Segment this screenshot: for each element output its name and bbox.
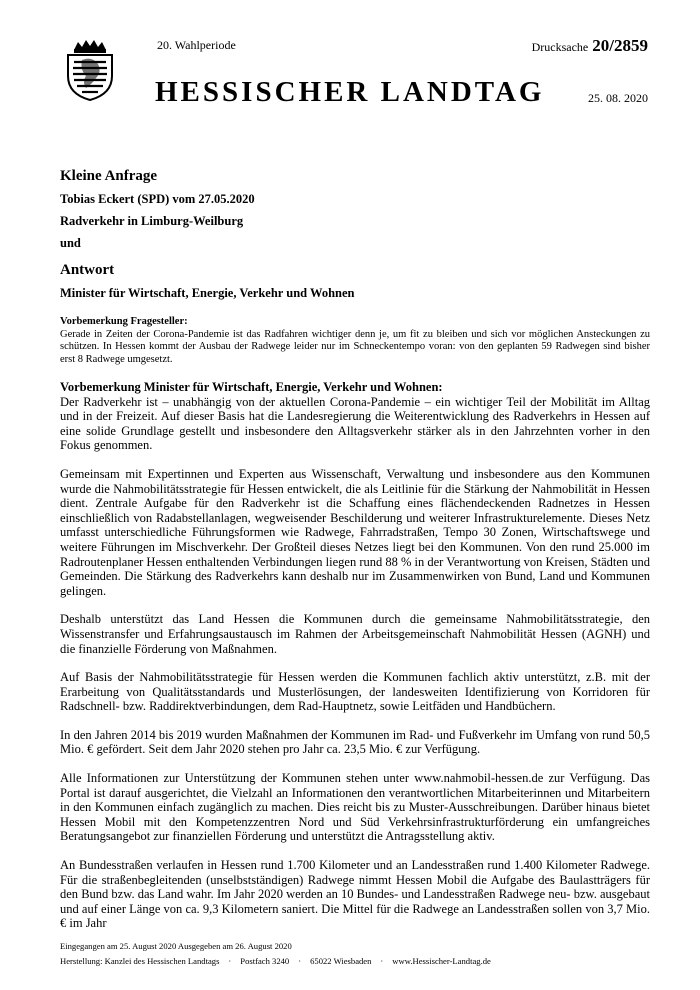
footer [60,939,650,969]
footer-separator: · [228,956,232,966]
antwort-heading: Antwort [60,262,115,278]
footer-ort: 65022 Wiesbaden [310,956,372,966]
hessen-lion-coat-of-arms-icon [62,38,118,102]
footer-postfach: Postfach 3240 [240,956,290,966]
footer-eingang: Eingegangen am 25. August 2020 Ausgegeben am 26. August 2020 [60,941,292,951]
subject-line: Radverkehr in Limburg-Weilburg [60,214,244,228]
drucksache [532,36,648,56]
drucksache-label: Drucksache [531,40,589,54]
drucksache-number: 20/2859 [592,36,648,55]
footer-separator: · [380,956,384,966]
footer-herstellung-line [60,954,650,969]
minister-line: Minister für Wirtschaft, Energie, Verkehr und Wohnen [60,286,355,300]
body-paragraph: Der Radverkehr ist – unabhängig von der aktuellen Corona-Pandemie – ein wichtiger Teil der Mobilität im Alltag und in der Freizeit. Auf dieser Basis hat die Landesregierung die Weiterentwicklung des Radverkehrs in Hessen auf eine solide Grundlage gestellt und insbesondere den Alltagsverkehr stärker als in den Jahrzehnten vorher in den Fokus genommen. [60,394,650,453]
body-paragraph: An Bundesstraßen verlaufen in Hessen rund 1.700 Kilometer und an Landesstraßen rund 1.400 Kilometer Radwege. Für die straßenbegleitenden (unselbstständigen) Radwege nimmt Hessen Mobil die Aufgabe des Baulastträgers für den Bund bzw. das Land wahr. Im Jahr 2020 werden an 10 Bundes- und Landesstraßen Radwege neu- bzw. ausgebaut und auf einer Länge von ca. 9,3 Kilometern saniert. Die Mittel für die Radwege an Landesstraßen sollen von 3,7 Mio. € im Jahr [60,858,650,931]
vorbemerkung-fragesteller [60,316,650,366]
und-line: und [60,236,81,250]
title-block [60,167,650,301]
author-line: Tobias Eckert (SPD) vom 27.05.2020 [60,192,255,206]
kleine-anfrage-heading: Kleine Anfrage [60,168,158,184]
document-date: 25. 08. 2020 [588,91,648,105]
body-paragraph: In den Jahren 2014 bis 2019 wurden Maßnahmen der Kommunen im Rad- und Fußverkehr im Umfang von rund 50,5 Mio. € gefördert. Seit dem Jahr 2020 stehen pro Jahr ca. 23,5 Mio. € zur Verfügung. [60,727,650,757]
body-paragraph: Gemeinsam mit Expertinnen und Experten aus Wissenschaft, Verwaltung und insbesondere aus den Kommunen wurde die Nahmobilitätsstrategie für Hessen entwickelt, die als Leitlinie für die Stärkung der Nahmobilität in Hessen dient. Zentrale Aufgabe für den Radverkehr ist die Schaffung eines flächendeckenden Radnetzes in Hessen einschließlich von Radabstellanlagen, wegweisender Beschilderung und weiterer Infrastrukturelemente. Dieses Netz umfasst unterschiedliche Führungsformen wie Radwege, Fahrradstraßen, Tempo 30 Zonen, Wirtschaftswege und weitere Führungen im Mischverkehr. Der Großteil dieses Netzes liegt bei den Kommunen. Von den rund 25.000 im Radroutenplaner Hessen enthaltenden Verbindungen liegen rund 88 % in der Verantwortung von Kreisen, Städten und Gemeinden. Die Stärkung des Radverkehrs kann deshalb nur im Zusammenwirken von Bund, Land und Kommunen gelingen. [60,466,651,598]
vorbemerkung-minister-heading: Vorbemerkung Minister für Wirtschaft, Energie, Verkehr und Wohnen: [60,380,443,394]
body-paragraph: Auf Basis der Nahmobilitätsstrategie für Hessen werden die Kommunen fachlich aktiv unterstützt, z.B. mit der Erarbeitung von Qualitätsstandards und Musterlösungen, der landesweiten Identifizierung von Korridoren für Radschnell- bzw. Raddirektverbindungen, dem Rad-Hauptnetz, sowie Leitfäden und Handbüchern. [60,670,650,714]
vorbemerkung-fragesteller-heading: Vorbemerkung Fragesteller: [60,316,188,327]
wahlperiode: 20. Wahlperiode [157,38,236,52]
footer-web: www.Hessischer-Landtag.de [392,956,491,966]
institution-title: HESSISCHER LANDTAG [155,76,545,108]
footer-separator: · [298,956,302,966]
answer-body [60,380,650,945]
vorbemerkung-fragesteller-text: Gerade in Zeiten der Corona-Pandemie ist das Radfahren wichtiger denn je, um fit zu bleiben und sich vor möglichen Ansteckungen zu schützen. In Hessen kommt der Ausbau der Radwege leider nur im Schneckentempo voran: von den geplanten 59 Radwegen sind bisher erst 8 Radwege umgesetzt. [60,328,650,365]
body-paragraph: Deshalb unterstützt das Land Hessen die Kommunen durch die gemeinsame Nahmobilitätsstrategie, den Wissenstransfer und Erfahrungsaustausch im Rahmen der Arbeitsgemeinschaft Nahmobilität Hessen (AGNH) und die finanzielle Förderung von Maßnahmen. [60,612,650,656]
footer-herstellung: Herstellung: Kanzlei des Hessischen Landtags [60,956,220,966]
body-paragraph: Alle Informationen zur Unterstützung der Kommunen stehen unter www.nahmobil-hessen.de zur Verfügung. Das Portal ist darauf ausgerichtet, die Vielzahl an Informationen den verantwortlichen Mitarbeiterinnen und Mitarbeitern in den Kommunen einfach zugänglich zu machen. Dies reicht bis zu Muster-Ausschreibungen. Darüber hinaus bietet Hessen Mobil mit den Kompetenzzentren Nord und Süd Verkehrsinfrastrukturförderung ein umfangreiches Beratungsangebot zur finanziellen Förderung und unterstützt die Antragsstellung aktiv. [60,771,650,844]
